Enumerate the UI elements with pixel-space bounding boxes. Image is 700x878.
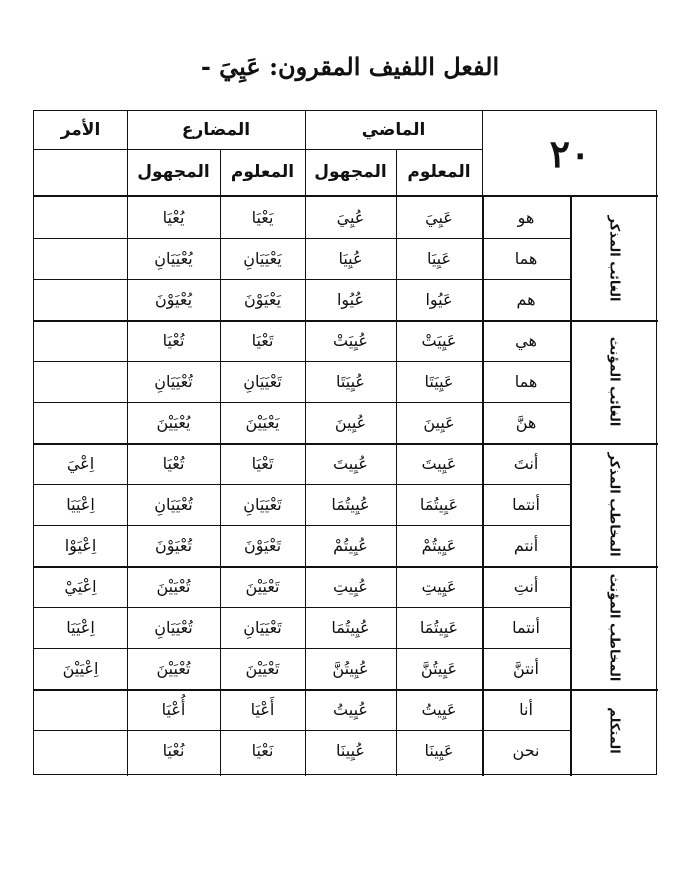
group-label <box>570 566 658 689</box>
cell-amr <box>34 197 127 238</box>
cell-pronoun: أنا <box>519 700 533 719</box>
cell-madi-active: عَيُوا <box>425 290 453 309</box>
header-col-line <box>396 149 397 195</box>
cell-pronoun: أنتِ <box>513 577 539 596</box>
cell-mudari-passive: تُعْيَوْنَ <box>155 536 193 555</box>
group-label-text: الغائب المذكر <box>606 215 622 302</box>
cell-amr <box>34 279 127 320</box>
cell-mudari-active: يَعْيَيْنَ <box>245 413 280 432</box>
cell-mudari-passive: تُعْيَيَانِ <box>154 372 193 391</box>
cell-mudari-active: تَعْيَوْنَ <box>244 536 282 555</box>
cell-madi-active: عَيِيتُمَا <box>419 618 459 637</box>
cell-madi-passive: عُيِيتُمَا <box>331 618 370 637</box>
cell-pronoun: هما <box>514 249 538 268</box>
cell-amr: اِعْيَ <box>66 454 95 473</box>
cell-pronoun: هما <box>514 372 538 391</box>
cell-mudari-passive: يُعْيَيْنَ <box>156 413 191 432</box>
cell-mudari-passive: تُعْيَا <box>162 331 185 350</box>
cell-madi-active: عَيِيتُنَّ <box>420 659 458 678</box>
cell-madi-passive: عُيِيتَ <box>333 454 368 473</box>
header-amr: الأمر <box>60 120 101 140</box>
header-col-line <box>127 111 128 195</box>
cell-mudari-active: يَعْيَيَانِ <box>243 249 282 268</box>
cell-mudari-active: أَعْيَا <box>250 700 275 719</box>
cell-mudari-passive: تُعْيَا <box>162 454 185 473</box>
cell-amr: اِعْيَيْ <box>64 577 97 596</box>
column-line <box>127 197 128 776</box>
group-label <box>570 197 658 320</box>
cell-pronoun: أنتما <box>512 495 540 514</box>
header-col-line <box>482 111 483 195</box>
cell-madi-active: عَيِيَا <box>426 249 452 268</box>
cell-mudari-active: يَعْيَوْنَ <box>244 290 282 309</box>
cell-madi-passive: عُيِيَ <box>336 208 365 227</box>
cell-mudari-active: تَعْيَا <box>251 454 274 473</box>
cell-madi-passive: عُيِينَ <box>334 413 367 432</box>
column-line <box>220 197 221 776</box>
cell-pronoun: هم <box>516 290 536 309</box>
page-title: الفعل اللفيف المقرون: عَيِيَ - <box>200 52 500 81</box>
cell-mudari-active: يَعْيَا <box>251 208 274 227</box>
cell-madi-active: عَيِيَتْ <box>421 331 457 350</box>
header-divider <box>34 149 482 150</box>
group-label-text: المخاطب المذكر <box>606 452 622 557</box>
cell-mudari-active: تَعْيَا <box>251 331 274 350</box>
cell-madi-active: عَيِيتُمْ <box>421 536 457 555</box>
cell-madi-passive: عُيِيَا <box>338 249 363 268</box>
conjugation-table <box>33 110 657 775</box>
cell-mudari-active: تَعْيَيَانِ <box>243 618 282 637</box>
cell-pronoun: هو <box>517 208 535 227</box>
group-label <box>570 689 658 771</box>
header-mudari: المضارع <box>181 120 251 140</box>
cell-madi-passive: عُيِيتُمْ <box>333 536 368 555</box>
column-line <box>396 197 397 776</box>
cell-madi-passive: عُيِيتِ <box>333 577 368 596</box>
cell-mudari-active: تَعْيَيَانِ <box>243 495 282 514</box>
cell-madi-active: عَيِينَ <box>423 413 455 432</box>
cell-amr <box>34 361 127 402</box>
cell-amr <box>34 730 127 771</box>
cell-madi-active: عَيِيتَ <box>421 454 457 473</box>
cell-pronoun: أنتنَّ <box>513 659 539 678</box>
cell-madi-active: عَيِيَتَا <box>424 372 454 391</box>
cell-madi-active: عَيِيتُمَا <box>419 495 459 514</box>
cell-madi-active: عَيِيتِ <box>421 577 457 596</box>
cell-mudari-active: نَعْيَا <box>251 741 274 760</box>
cell-mudari-passive: يُعْيَوْنَ <box>155 290 193 309</box>
cell-amr: اِعْيَيْنَ <box>62 659 99 678</box>
column-line <box>305 197 306 776</box>
group-label-text: المخاطب المؤنث <box>606 573 622 682</box>
cell-pronoun: هنَّ <box>515 413 537 432</box>
table-number: ٢٠ <box>549 130 591 176</box>
cell-mudari-active: تَعْيَيْنَ <box>245 659 280 678</box>
cell-madi-passive: عُيِينَا <box>336 741 365 760</box>
header-madi-active: المعلوم <box>407 162 471 182</box>
cell-mudari-passive: تُعْيَيَانِ <box>154 495 193 514</box>
cell-madi-passive: عُيُوا <box>336 290 365 309</box>
cell-pronoun: نحن <box>512 741 540 760</box>
cell-amr <box>34 689 127 730</box>
header-madi: الماضي <box>361 120 426 140</box>
cell-pronoun: هي <box>515 331 537 350</box>
header-madi-passive: المجهول <box>314 162 387 182</box>
cell-mudari-passive: أُعْيَا <box>161 700 186 719</box>
cell-mudari-active: تَعْيَيَانِ <box>243 372 282 391</box>
header-mudari-passive: المجهول <box>137 162 210 182</box>
cell-amr: اِعْيَيَا <box>66 495 95 514</box>
header-mudari-active: المعلوم <box>230 162 295 182</box>
cell-amr: اِعْيَوْا <box>64 536 97 555</box>
group-label-text: الغائب المؤنث <box>606 336 622 427</box>
cell-amr <box>34 238 127 279</box>
cell-madi-active: عَيِيتُ <box>421 700 457 719</box>
cell-amr <box>34 402 127 443</box>
cell-pronoun: أنتم <box>513 536 539 555</box>
header-col-line <box>220 149 221 195</box>
header-col-line <box>305 111 306 195</box>
cell-madi-passive: عُيِيتُمَا <box>331 495 370 514</box>
cell-madi-active: عَيِينَا <box>424 741 454 760</box>
cell-madi-passive: عُيِيتُنَّ <box>332 659 369 678</box>
cell-pronoun: أنتَ <box>513 454 539 473</box>
cell-pronoun: أنتما <box>512 618 540 637</box>
cell-madi-passive: عُيِيَتْ <box>333 331 368 350</box>
column-line <box>482 197 484 776</box>
cell-amr: اِعْيَيَا <box>66 618 95 637</box>
cell-mudari-passive: تُعْيَيَانِ <box>154 618 193 637</box>
cell-mudari-passive: يُعْيَا <box>162 208 185 227</box>
cell-mudari-passive: تُعْيَيْنَ <box>156 577 191 596</box>
cell-mudari-passive: يُعْيَيَانِ <box>154 249 193 268</box>
cell-amr <box>34 320 127 361</box>
cell-madi-active: عَيِيَ <box>425 208 453 227</box>
group-label <box>570 443 658 566</box>
cell-mudari-passive: تُعْيَيْنَ <box>156 659 191 678</box>
group-label <box>570 320 658 443</box>
cell-madi-passive: عُيِيَتَا <box>336 372 365 391</box>
cell-madi-passive: عُيِيتُ <box>333 700 368 719</box>
cell-mudari-active: تَعْيَيْنَ <box>245 577 280 596</box>
cell-mudari-passive: نُعْيَا <box>162 741 185 760</box>
group-label-text: المتكلم <box>606 706 622 754</box>
